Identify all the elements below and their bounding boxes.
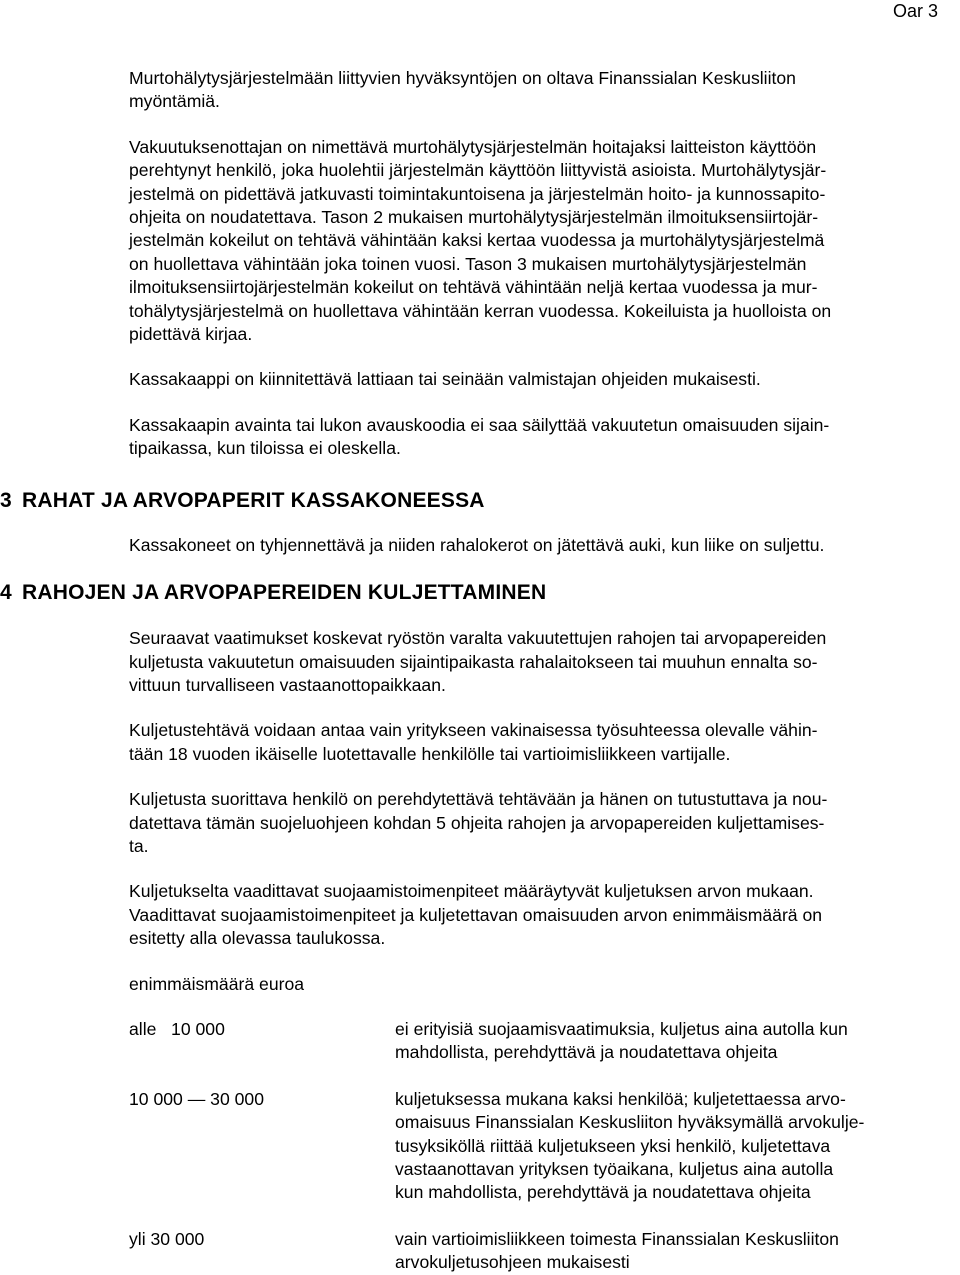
table-requirement: ei erityisiä suojaamisvaatimuksia, kuljetus aina autolla kun mahdollista, perehdyttävä ja noudatettava ohjeita (395, 1018, 848, 1063)
section-3-heading (0, 487, 960, 515)
requirements-table (0, 1018, 960, 1275)
section-4-paragraph-assignment: Kuljetustehtävä voidaan antaa vain yritykseen vakinaisessa työsuhteessa olevalle vähin- tään 18 vuoden ikäiselle luotettavalle henkilölle tai vartioimisliikkeen vartijalle. (129, 720, 818, 764)
table-row (129, 1228, 930, 1275)
table-amount: 10 000 — 30 000 (129, 1088, 264, 1109)
table-row (129, 1018, 930, 1065)
document-body (0, 67, 960, 1275)
table-row (129, 1088, 930, 1205)
section-4-paragraph-measures: Kuljetukselta vaadittavat suojaamistoimenpiteet määräytyvät kuljetuksen arvon mukaan. Vaadittavat suojaamistoimenpiteet ja kuljetettavan omaisuuden arvon enimmäismäärä on esitetty alla olevassa taulukossa. (129, 881, 823, 949)
table-requirement: vain vartioimisliikkeen toimesta Finanssialan Keskusliiton arvokuljetusohjeen mukaisesti (395, 1228, 839, 1273)
table-amount: yli 30 000 (129, 1228, 205, 1249)
section-3-text: Kassakoneet on tyhjennettävä ja niiden rahalokerot on jätettävä auki, kun liike on suljettu. (129, 534, 825, 555)
table-header: enimmäismäärä euroa (129, 973, 305, 994)
table-amount: alle 10 000 (129, 1018, 225, 1039)
paragraph-approvals: Murtohälytysjärjestelmään liittyvien hyväksyntöjen on oltava Finanssialan Keskusliiton myöntämiä. (129, 68, 796, 112)
section-4-heading (0, 579, 960, 607)
paragraph-alarm-maintenance: Vakuutuksenottajan on nimettävä murtohälytysjärjestelmän hoitajaksi laitteiston käyttöön perehtynyt henkilö, joka huolehtii järjestelmän käyttöön liittyvistä asioista. Murtohälytysjär- jestelmä on pidettävä jatkuvasti toimintakuntoisena ja järjestelmän hoito- ja kunnossapito- ohjeita on noudatettava. Tason 2 mukaisen murtohälytysjärjestelmän ilmoituksensiirtojär- jestelmän kokeilut on tehtävä vähintään kaksi kertaa vuodessa ja murtohälytysjärjestelmä on huollettava vähintään joka toinen vuosi. Tason 3 mukaisen murtohälytysjärjestelmän ilmoituksensiirtojärjestelmän kokeilut on tehtävä vähintään neljä kertaa vuodessa ja mur- tohälytysjärjestelmä on huollettava vähintään kerran vuodessa. Kokeiluista ja huolloista on pidettävä kirjaa. (129, 136, 832, 345)
paragraph-safe-key: Kassakaapin avainta tai lukon avauskoodia ei saa säilyttää vakuutetun omaisuuden sijain- tipaikassa, kun tiloissa ei oleskella. (129, 414, 830, 459)
section-3-title: RAHAT JA ARVOPAPERIT KASSAKONEESSA (22, 488, 485, 512)
section-4-number: 4 (0, 581, 12, 605)
paragraph-safe-mounting: Kassakaappi on kiinnitettävä lattiaan tai seinään valmistajan ohjeiden mukaisesti. (129, 369, 761, 390)
table-requirement: kuljetuksessa mukana kaksi henkilöä; kuljetettaessa arvo- omaisuus Finanssialan Keskusliiton hyväksymällä arvokulje- tusyksiköllä riittää kuljetukseen yksi henkilö, kuljetettava vastaanottavan yrityksen työaikana, kuljetus aina autolla kun mahdollista, perehdyttävä ja noudatettava ohjeita (395, 1088, 865, 1203)
section-4-paragraph-training: Kuljetusta suorittava henkilö on perehdytettävä tehtävään ja hänen on tutustuttava ja nou- datettava tämän suojeluohjeen kohdan 5 ohjeita rahojen ja arvopapereiden kuljettamises- ta. (129, 789, 828, 856)
section-4-paragraph-scope: Seuraavat vaatimukset koskevat ryöstön varalta vakuutettujen rahojen tai arvopapereiden kuljetusta vakuutetun omaisuuden sijaintipaikasta rahalaitokseen tai muuhun ennalta so- vittuun turvalliseen vastaanottopaikkaan. (129, 628, 827, 695)
page-reference: Oar 3 (892, 1, 938, 21)
section-4-title: RAHOJEN JA ARVOPAPEREIDEN KULJETTAMINEN (22, 581, 547, 605)
section-3-number: 3 (0, 488, 12, 512)
